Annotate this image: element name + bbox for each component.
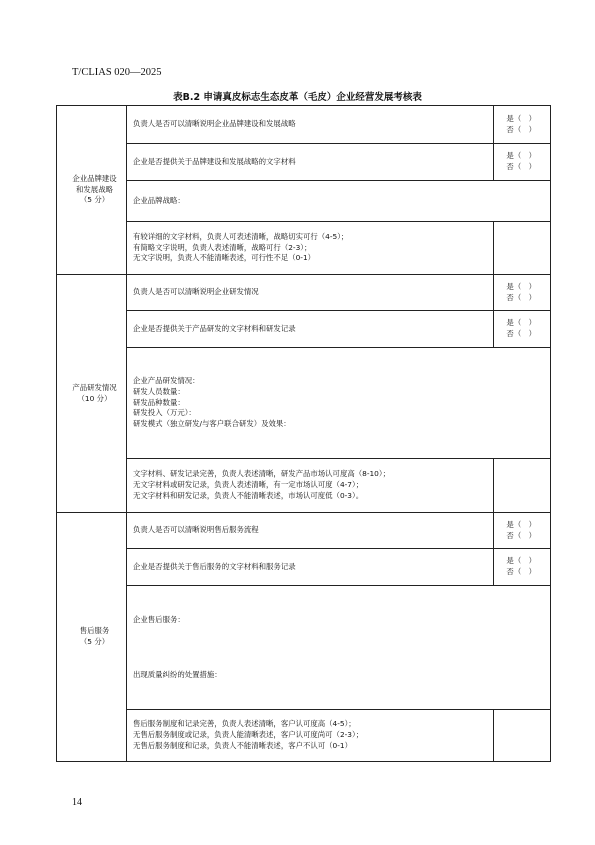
no-option[interactable]: 否（ ） (506, 567, 536, 576)
note-label: 研发投入（万元）： (133, 408, 196, 418)
no-option[interactable]: 否（ ） (506, 162, 536, 171)
criterion-line: 售后服务制度和记录完善，负责人表述清晰，客户认可度高（4-5）； (133, 719, 356, 729)
yes-option[interactable]: 是（ ） (506, 281, 536, 291)
yes-no-cell (494, 106, 551, 144)
criterion-line: 无售后服务制度或记录，负责人能清晰表述，客户认可度尚可（2-3）； (133, 730, 364, 740)
criterion-line: 有较详细的文字材料，负责人可表述清晰，战略切实可行（4-5）； (133, 231, 349, 241)
note-label: 企业品牌战略： (133, 195, 185, 205)
category-line: 产品研发情况 (72, 382, 117, 392)
yes-option[interactable]: 是（ ） (506, 151, 536, 161)
no-option[interactable]: 否（ ） (506, 124, 536, 134)
question-row (57, 311, 551, 348)
category-cell (57, 513, 127, 762)
criterion-line: 无文字说明，负责人不能清晰表述，可行性不足（0-1） (133, 253, 316, 263)
category-cell (57, 106, 127, 275)
category-cell (57, 275, 127, 513)
notes-cell[interactable] (127, 348, 551, 459)
question-cell: 企业是否提供关于品牌建设和发展战略的文字材料 (127, 144, 494, 181)
question-row (57, 106, 551, 144)
yes-no-cell (494, 549, 551, 586)
question-cell: 负责人是否可以清晰说明企业品牌建设和发展战略 (127, 106, 494, 144)
note-label: 研发品种数量： (133, 397, 185, 407)
no-option[interactable]: 否（ ） (506, 292, 536, 302)
note-label: 出现质量纠纷的处置措施： (133, 669, 222, 679)
yes-no-cell (494, 513, 551, 549)
category-score: （5 分） (79, 637, 110, 646)
category-line: 和发展战略 (76, 184, 113, 194)
assessment-table (56, 105, 551, 762)
no-option[interactable]: 否（ ） (506, 329, 536, 338)
notes-row (57, 348, 551, 459)
criterion-line: 无售后服务制度和记录，负责人不能清晰表述，客户不认可（0-1） (133, 740, 353, 750)
yes-option[interactable]: 是（ ） (506, 113, 536, 123)
category-score: （5 分） (79, 195, 110, 205)
question-cell: 负责人是否可以清晰说明企业研发情况 (127, 275, 494, 311)
yes-no-cell (494, 275, 551, 311)
criteria-cell (127, 459, 494, 513)
criteria-cell (127, 222, 494, 275)
category-line: 企业品牌建设 (72, 173, 117, 183)
category-score: （10 分） (77, 393, 112, 403)
criterion-line: 无文字材料或研发记录，负责人表述清晰，有一定市场认可度（4-7）； (133, 480, 364, 490)
notes-row (57, 586, 551, 710)
score-cell[interactable] (494, 459, 551, 513)
note-label: 研发模式（独立研发/与客户联合研发）及效果： (133, 419, 291, 429)
criteria-row (57, 222, 551, 275)
question-row (57, 275, 551, 311)
criteria-row (57, 710, 551, 762)
yes-option[interactable]: 是（ ） (506, 519, 536, 529)
notes-cell[interactable] (127, 181, 551, 222)
category-line: 售后服务 (79, 626, 110, 636)
criteria-row (57, 459, 551, 513)
table-title: 表B.2 申请真皮标志生态皮革（毛皮）企业经营发展考核表 (173, 92, 422, 103)
yes-option[interactable]: 是（ ） (506, 318, 536, 328)
note-label: 企业售后服务： (133, 614, 185, 624)
criterion-line: 有简略文字说明，负责人表述清晰，战略可行（2-3）； (133, 242, 312, 252)
criteria-cell (127, 710, 494, 762)
criterion-line: 文字材料、研发记录完善，负责人表述清晰，研发产品市场认可度高（8-10）； (133, 469, 390, 479)
no-option[interactable]: 否（ ） (506, 530, 536, 540)
yes-no-cell (494, 144, 551, 181)
question-row (57, 513, 551, 549)
question-cell: 负责人是否可以清晰说明售后服务流程 (127, 513, 494, 549)
score-cell[interactable] (494, 710, 551, 762)
yes-no-cell (494, 311, 551, 348)
question-row (57, 144, 551, 181)
note-label: 企业产品研发情况： (133, 376, 200, 386)
notes-row (57, 181, 551, 222)
page-number: 14 (72, 797, 82, 808)
question-row (57, 549, 551, 586)
question-cell: 企业是否提供关于售后服务的文字材料和服务记录 (127, 549, 494, 586)
yes-option[interactable]: 是（ ） (506, 556, 536, 566)
notes-cell[interactable] (127, 586, 551, 710)
question-cell: 企业是否提供关于产品研发的文字材料和研发记录 (127, 311, 494, 348)
note-label: 研发人员数量： (133, 386, 185, 396)
standard-id: T/CLIAS 020—2025 (72, 67, 162, 78)
score-cell[interactable] (494, 222, 551, 275)
criterion-line: 无文字材料和研发记录，负责人不能清晰表述，市场认可度低（0-3）。 (133, 490, 364, 500)
